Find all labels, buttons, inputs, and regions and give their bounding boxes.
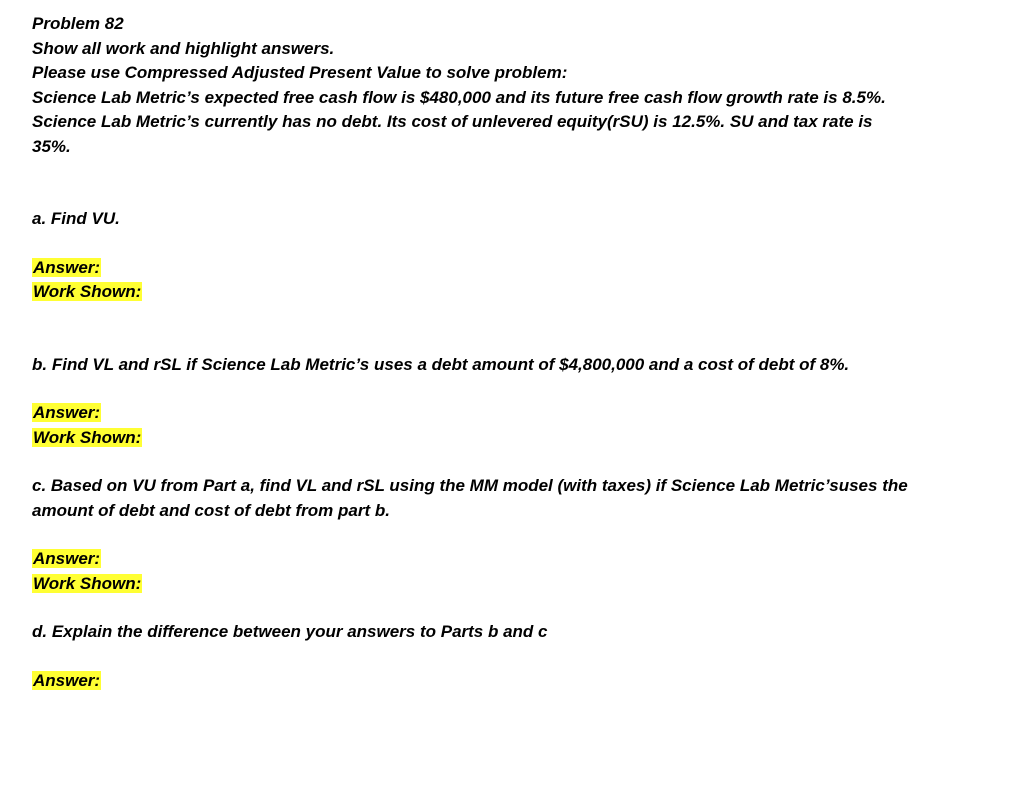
part-b-question: b. Find VL and rSL if Science Lab Metric’s uses a debt amount of $4,800,000 and a cost of debt of 8%. xyxy=(32,354,850,374)
part-a-work-label: Work Shown: xyxy=(33,282,142,301)
part-a-question: a. Find VU. xyxy=(32,209,120,228)
problem-document xyxy=(32,12,912,693)
part-a-answer-label: Answer: xyxy=(33,257,101,277)
part-b-work-label: Work Shown: xyxy=(33,427,142,447)
part-d-answer-label: Answer: xyxy=(33,670,101,690)
problem-title: Problem 82 xyxy=(32,14,124,33)
part-c-work-label: Work Shown: xyxy=(33,573,142,593)
statement-cash-flow: Science Lab Metric’s expected free cash flow is $480,000 and its future free cash flow growth rate is 8.5%. xyxy=(32,87,886,107)
part-d-question: d. Explain the difference between your answers to Parts b and c xyxy=(32,622,548,641)
instruction-method: Please use Compressed Adjusted Present Value to solve problem: xyxy=(32,63,568,82)
part-c-answer-label: Answer: xyxy=(33,549,101,568)
part-c-question: c. Based on VU from Part a, find VL and rSL using the MM model (with taxes) if Science Lab Metric’suses the amount of debt and cost of debt from part b. xyxy=(32,476,908,520)
statement-debt-equity: Science Lab Metric’s currently has no debt. Its cost of unlevered equity(rSU) is 12.5%. SU and tax rate is 35%. xyxy=(32,112,873,156)
part-b-answer-label: Answer: xyxy=(33,403,101,422)
instruction-show-work: Show all work and highlight answers. xyxy=(32,38,335,58)
